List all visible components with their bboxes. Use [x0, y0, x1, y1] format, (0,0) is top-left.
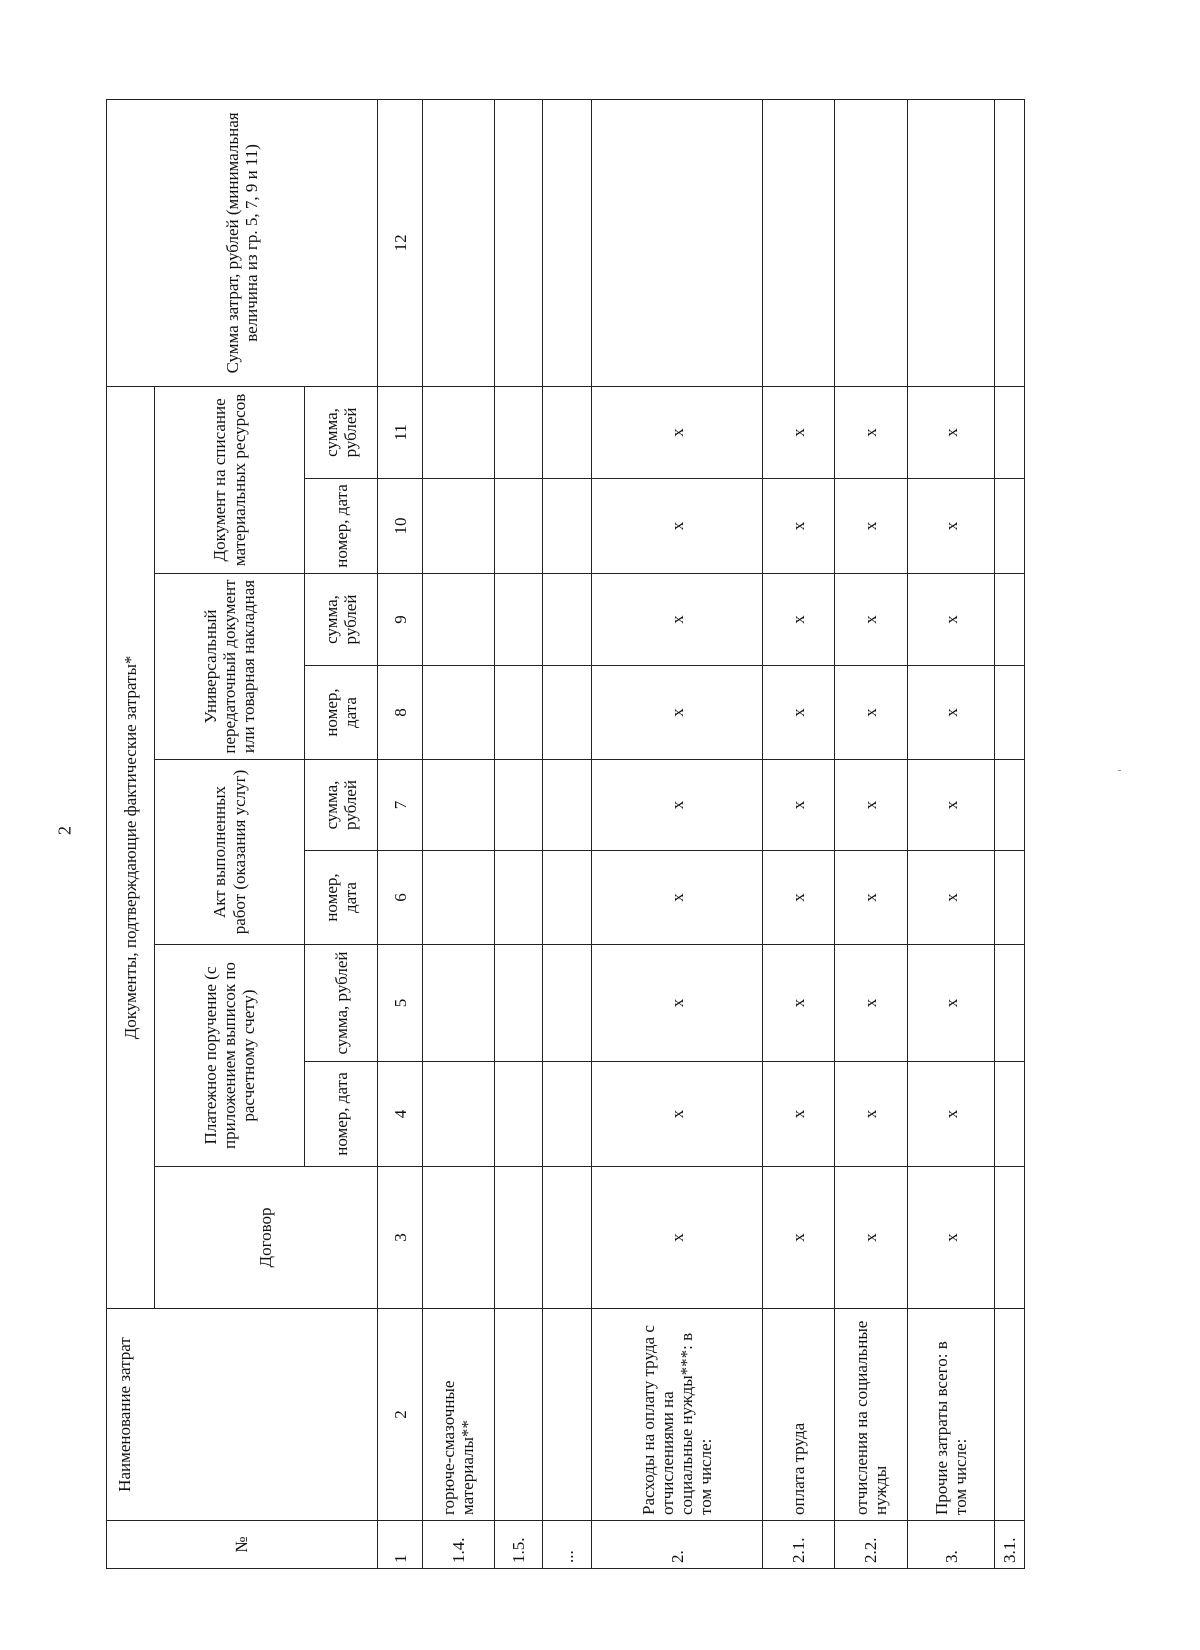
- header-sub-6: номер, дата: [305, 851, 377, 945]
- row-cell-col-11: x: [908, 386, 995, 478]
- colnum-5: 5: [377, 945, 423, 1062]
- table-row: [994, 99, 1024, 1568]
- scan-artifact: [1118, 770, 1121, 771]
- colnum-1: 1: [377, 1521, 423, 1569]
- row-expense-name: [543, 1309, 592, 1521]
- row-number: 2.2.: [834, 1521, 907, 1569]
- row-cell-col-11: [423, 386, 494, 478]
- row-cell-col-12: [834, 99, 907, 386]
- row-number: ...: [543, 1521, 592, 1569]
- row-cell-col-3: x: [763, 1167, 834, 1309]
- row-cell-col-8: [494, 666, 543, 760]
- row-cell-col-9: [994, 574, 1024, 666]
- table-row: [908, 99, 995, 1568]
- row-number: 3.: [908, 1521, 995, 1569]
- row-cell-col-9: [423, 574, 494, 666]
- row-cell-col-4: x: [591, 1062, 763, 1167]
- row-cell-col-8: x: [834, 666, 907, 760]
- table-row: [494, 99, 543, 1568]
- row-cell-col-10: x: [591, 479, 763, 574]
- row-cell-col-9: x: [763, 574, 834, 666]
- row-cell-col-3: x: [834, 1167, 907, 1309]
- row-number: 1.5.: [494, 1521, 543, 1569]
- row-cell-col-7: x: [591, 760, 763, 851]
- row-number: 2.: [591, 1521, 763, 1569]
- header-total: Сумма затрат, рублей (минимальная величина из гр. 5, 7, 9 и 11): [107, 99, 378, 386]
- row-cell-col-11: [994, 386, 1024, 478]
- row-cell-col-3: [994, 1167, 1024, 1309]
- row-cell-col-10: [543, 479, 592, 574]
- row-cell-col-5: [423, 945, 494, 1062]
- row-cell-col-10: x: [908, 479, 995, 574]
- row-expense-name: [494, 1309, 543, 1521]
- row-cell-col-10: x: [763, 479, 834, 574]
- colnum-7: 7: [377, 760, 423, 851]
- header-sub-5: сумма, рублей: [305, 945, 377, 1062]
- table-row: [423, 99, 494, 1568]
- row-cell-col-6: x: [908, 851, 995, 945]
- row-expense-name: Прочие затраты всего: в том числе:: [908, 1309, 995, 1521]
- row-cell-col-7: [994, 760, 1024, 851]
- row-cell-col-12: [908, 99, 995, 386]
- row-cell-col-12: [994, 99, 1024, 386]
- header-sub-7: сумма, рублей: [305, 760, 377, 851]
- header-payment-order: Платежное поручение (с приложением выписок по расчетному счету): [154, 945, 305, 1167]
- header-col-name: Наименование затрат: [107, 1309, 378, 1521]
- row-cell-col-11: x: [834, 386, 907, 478]
- header-sub-8: номер, дата: [305, 666, 377, 760]
- colnum-10: 10: [377, 479, 423, 574]
- table-rotated: [106, 100, 1025, 1569]
- row-cell-col-9: [543, 574, 592, 666]
- row-cell-col-7: [543, 760, 592, 851]
- row-cell-col-10: [994, 479, 1024, 574]
- row-cell-col-6: x: [834, 851, 907, 945]
- row-cell-col-7: x: [908, 760, 995, 851]
- row-cell-col-7: x: [763, 760, 834, 851]
- row-cell-col-6: [543, 851, 592, 945]
- header-sub-9: сумма, рублей: [305, 574, 377, 666]
- colnum-8: 8: [377, 666, 423, 760]
- row-cell-col-11: x: [591, 386, 763, 478]
- row-cell-col-5: x: [591, 945, 763, 1062]
- row-cell-col-3: x: [908, 1167, 995, 1309]
- row-cell-col-5: x: [763, 945, 834, 1062]
- row-cell-col-11: [543, 386, 592, 478]
- row-cell-col-6: x: [763, 851, 834, 945]
- row-cell-col-11: x: [763, 386, 834, 478]
- header-contract: Договор: [154, 1167, 377, 1309]
- header-upd: Универсальный передаточный документ или товарная накладная: [154, 574, 305, 760]
- row-cell-col-4: [423, 1062, 494, 1167]
- row-cell-col-5: [494, 945, 543, 1062]
- row-cell-col-12: [591, 99, 763, 386]
- colnum-9: 9: [377, 574, 423, 666]
- table-row: [763, 99, 834, 1568]
- row-cell-col-8: [543, 666, 592, 760]
- row-cell-col-5: x: [908, 945, 995, 1062]
- row-cell-col-9: x: [591, 574, 763, 666]
- header-sub-4: номер, дата: [305, 1062, 377, 1167]
- colnum-3: 3: [377, 1167, 423, 1309]
- row-cell-col-8: [994, 666, 1024, 760]
- table-row: [591, 99, 763, 1568]
- row-cell-col-4: x: [834, 1062, 907, 1167]
- row-expense-name: отчисления на социальные нужды: [834, 1309, 907, 1521]
- row-cell-col-10: [423, 479, 494, 574]
- row-cell-col-4: [543, 1062, 592, 1167]
- expenses-table: [106, 99, 1025, 1569]
- row-cell-col-5: [994, 945, 1024, 1062]
- row-cell-col-12: [494, 99, 543, 386]
- row-expense-name: оплата труда: [763, 1309, 834, 1521]
- row-number: 2.1.: [763, 1521, 834, 1569]
- row-cell-col-3: [494, 1167, 543, 1309]
- row-cell-col-3: [543, 1167, 592, 1309]
- row-cell-col-9: x: [834, 574, 907, 666]
- row-cell-col-3: [423, 1167, 494, 1309]
- row-cell-col-12: [763, 99, 834, 386]
- row-cell-col-6: x: [591, 851, 763, 945]
- header-sub-11: сумма, рублей: [305, 386, 377, 478]
- row-cell-col-8: x: [763, 666, 834, 760]
- row-cell-col-4: x: [908, 1062, 995, 1167]
- header-group-title: Документы, подтверждающие фактические затраты*: [107, 386, 155, 1308]
- row-cell-col-9: x: [908, 574, 995, 666]
- row-cell-col-8: x: [908, 666, 995, 760]
- row-cell-col-4: x: [763, 1062, 834, 1167]
- table-row: [543, 99, 592, 1568]
- row-cell-col-12: [543, 99, 592, 386]
- row-cell-col-6: [423, 851, 494, 945]
- row-expense-name: Расходы на оплату труда с отчислениями на социальные нужды***: в том числе:: [591, 1309, 763, 1521]
- row-cell-col-8: [423, 666, 494, 760]
- page-number: 2: [54, 826, 75, 835]
- column-numbers-row: [377, 99, 423, 1568]
- colnum-2: 2: [377, 1309, 423, 1521]
- row-cell-col-10: x: [834, 479, 907, 574]
- row-expense-name: [994, 1309, 1024, 1521]
- header-sub-10: номер, дата: [305, 479, 377, 574]
- colnum-12: 12: [377, 99, 423, 386]
- row-cell-col-12: [423, 99, 494, 386]
- row-expense-name: горюче-смазочные материалы**: [423, 1309, 494, 1521]
- row-cell-col-9: [494, 574, 543, 666]
- table-body: [423, 99, 1025, 1568]
- row-cell-col-7: [423, 760, 494, 851]
- table-row: [834, 99, 907, 1568]
- row-number: 1.4.: [423, 1521, 494, 1569]
- row-cell-col-5: x: [834, 945, 907, 1062]
- colnum-11: 11: [377, 386, 423, 478]
- row-cell-col-4: [494, 1062, 543, 1167]
- row-number: 3.1.: [994, 1521, 1024, 1569]
- row-cell-col-6: [994, 851, 1024, 945]
- header-writeoff: Документ на списание материальных ресурсов: [154, 386, 305, 573]
- row-cell-col-7: x: [834, 760, 907, 851]
- row-cell-col-6: [494, 851, 543, 945]
- colnum-6: 6: [377, 851, 423, 945]
- row-cell-col-8: x: [591, 666, 763, 760]
- row-cell-col-7: [494, 760, 543, 851]
- row-cell-col-10: [494, 479, 543, 574]
- row-cell-col-11: [494, 386, 543, 478]
- row-cell-col-5: [543, 945, 592, 1062]
- header-act: Акт выполненных работ (оказания услуг): [154, 760, 305, 945]
- header-col-no: №: [107, 1521, 378, 1569]
- row-cell-col-3: x: [591, 1167, 763, 1309]
- row-cell-col-4: [994, 1062, 1024, 1167]
- colnum-4: 4: [377, 1062, 423, 1167]
- header-row-1: [107, 99, 155, 1568]
